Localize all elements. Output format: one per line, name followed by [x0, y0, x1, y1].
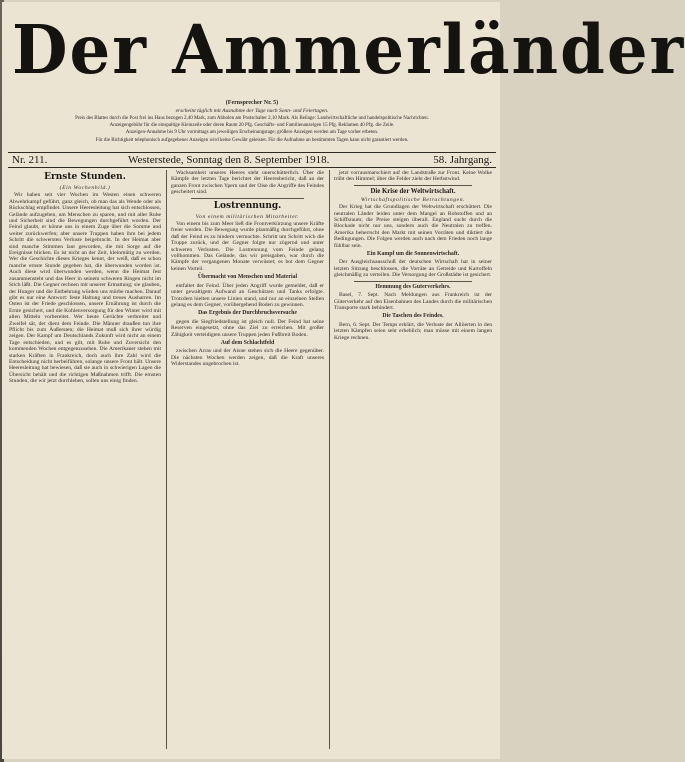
note-line: Für die Richtigkeit telephonisch aufgegebener Anzeigen wird keine Gewähr geleistet. Für die Aufnahme an bestimmten Tagen kann nicht garantiert werden. [95, 137, 409, 143]
note-line: Anzeigengebühr für die einspaltige Kleinzeile oder deren Raum 20 Pfg. Geschäfts- und Familienanzeigen 15 Pfg. Reklamen 40 Pfg. die Zeile. [109, 123, 395, 129]
dateline [8, 152, 496, 168]
article-headline: Die Krise der Weltwirtschaft. [370, 187, 456, 195]
column-3 [334, 170, 492, 751]
section-heading: Die Taschen des Feindes. [382, 313, 444, 320]
article-body: Von einem bis zum Meer ließ die Frontverkürzung unsere Kräfte freier werden. Die Bewegung wurde planmäßig durchgeführt, ohne daß der Feind es zu hindern vermochte. Schritt um Schritt wich die Truppe zurück, und der Gegner folgte nur zögernd und unter schweren Verlusten. Die Lostrennung vom Feinde gelang vollkommen. Das Gelände, das wir preisgaben, war durch die Kämpfe der vergangenen Monate verwüstet; es bot dem Gegner keinen Vorteil. [171, 221, 324, 272]
article-headline: Lostrennung. [213, 200, 282, 211]
article-body: gegen die Siegfriedstellung ist gleich null. Der Feind hat seine Reserven eingesetzt, ohne das Ziel zu erreichen. Mit großer Zähigkeit verteidigten unsere Truppen jeden Fußbreit Boden. [171, 318, 324, 338]
article-body: Bern, 6. Sept. Der Temps erklärt, die Verluste der Alliierten in den letzten Kämpfen seien sehr erheblich; man müsse mit einem langen Kriege rechnen. [334, 321, 492, 341]
subscription-notes [8, 115, 496, 144]
article-body: jetzt vorrausmarschiert auf der Landstraße zur Front. Keine Wolke trübt den Himmel; über die Felder zieht der Herbstwind. [334, 170, 492, 183]
divider [191, 198, 304, 199]
divider [354, 281, 472, 282]
masthead-title: Der Ammerländer [12, 11, 685, 90]
article-body: zwischen Arras und der Aisne stehen sich die Heere gegenüber. Die nächsten Wochen werden zeigen, daß die Kraft unseres Widerstandes ungebrochen ist. [171, 348, 324, 368]
note-line: Anzeigen-Annahme bis 9 Uhr vormittags am jeweiligen Erscheinungstage; größere Anzeigen werden am Tage vorher erbeten. [125, 130, 379, 136]
section-heading: Ein Kampf um die Sonnenwirtschaft. [366, 251, 460, 258]
note-line: Preis des Blattes durch die Post frei ins Haus bezogen 2,40 Mark, zum Abholen am Postschalter 2,10 Mark. Als Beilage: Landwirtschaftliche und handelspolitische Nachrichten. [75, 116, 429, 121]
column-rule [329, 170, 330, 749]
article-headline: Ernste Stunden. [44, 172, 126, 182]
place-date: Westerstede, Sonntag den 8. September 1918. [128, 154, 330, 166]
newspaper-page [2, 2, 685, 759]
article-body: Wachsamkeit unseres Heeres steht unerschütterlich. Über die Kämpfe der letzten Tage berichtet der Heeresbericht, daß an der ganzen Front zwischen Ypern und der Oise die Angriffe des Feindes gescheitert sind. [171, 170, 324, 196]
article-subheadline: Von einem militärischen Mitarbeiter. [195, 213, 300, 220]
article-body: Der Ausgleichsausschuß der deutschen Wirtschaft hat in seiner letzten Sitzung beschlossen, die Vorräte an Getreide und Kartoffeln gleichmäßig zu verteilen. Die Versorgung der Großstädte ist gesichert. [334, 259, 492, 279]
volume: 58. Jahrgang. [433, 154, 492, 166]
article-subheadline: (Ein Wochenbild.) [59, 185, 111, 191]
article-body: Der Krieg hat die Grundlagen der Weltwirtschaft erschüttert. Die neutralen Länder leiden unter dem Mangel an Rohstoffen und an Schiffsraum; die Preise steigen überall. England sucht durch die Blockade nicht nur uns, sondern auch die Neutralen zu treffen. Amerika beherrscht den Markt mit seinen Vorräten und diktiert die Bedingungen. Die Folgen werden auch nach dem Frieden noch lange fühlbar sein. [334, 204, 492, 249]
column-rule [166, 170, 167, 749]
section-heading: Hemmung des Guterverkehrs. [375, 283, 451, 290]
section-heading: Das Ergebnis der Durchbruchsversuche [198, 310, 297, 317]
article-body: Basel, 7. Sept. Nach Meldungen aus Frankreich ist der Güterverkehr auf den Eisenbahnen des Landes durch die militärischen Transporte stark behindert. [334, 292, 492, 311]
article-body: Wir haben seit vier Wochen im Westen einen schweren Abwehrkampf geführt, ganz gleich, ob man das als Wende oder als Rückschlag empfindet. Unsere Heeresleitung hat sich entschlossen, Gelände aufzugeben, um Menschen zu sparen, und mit aller Ruhe und Sicherheit sind die Bewegungen durchgeführt worden. Der Feind glaubt, er könne uns in einem Zuge über die Somme und weiter zurückwerfen; aber unsere Truppen haben ihm bei jedem Schritt die schwersten Verluste beigebracht. In der Heimat aber sind manche Stimmen laut geworden, die mit Sorge auf die Ereignisse blicken. Es ist nicht an der Zeit, kleinmütig zu werden. Wer die Geschichte dieses Krieges kennt, der weiß, daß es schon manche ernste Stunde gegeben hat, die überwunden worden ist. Auch diese wird überwunden werden, wenn die Heimat fest zusammensteht und das Heer in seinem schweren Ringen nicht im Stich läßt. Die Gegner rechnen mit unserer Ermattung; sie glauben, der Hunger und die Entbehrung würden uns mürbe machen. Darauf gibt es nur eine Antwort: feste Haltung und treues Ausharren. Im Osten ist der Friede geschlossen, unsere Ernährung ist durch die Ernte gesichert, und die Kohlenversorgung für den Winter wird mit allen Mitteln vorbereitet. Wer heute Gerüchte verbreitet und Zweifel sät, der dient dem Feinde. Die Männer draußen tun ihre Pflicht bis zum Äußersten; die Heimat muß sich ihrer würdig zeigen. Der Kampf um Deutschlands Zukunft wird nicht an einem Tage entschieden, und es gilt, mit Ruhe und Zuversicht den kommenden Wochen entgegenzusehen. Die Amerikaner stehen mit starken Kräften in Frankreich, doch auch ihre Zahl wird die Entscheidung nicht herbeiführen, solange unsere Front hält. Unsere Heeresleitung hat bewiesen, daß sie auch in schwierigen Lagen die Übersicht behält und die richtigen Maßnahmen trifft. Die ernsten Stunden, die wir jetzt durchleben, sollen uns einig finden. [9, 192, 161, 385]
section-heading: Übermacht von Menschen und Material [197, 274, 298, 281]
issue-number: Nr. 211. [12, 154, 48, 166]
article-subheadline: Wirtschaftspolitische Betrachtungen. [360, 196, 466, 203]
column-2 [171, 170, 324, 751]
phone-line: (Fernsprecher Nr. 5) [225, 100, 279, 106]
section-heading: Auf dem Schlachtfeld [220, 339, 275, 346]
article-body: entfaltet der Feind. Über jeden Angriff wurde gemeldet, daß er unter gewaltigem Aufwand an Geschützen und Tanks erfolgte. Trotzdem hielten unsere Linien stand, und nur an einzelnen Stellen gelang es dem Gegner, vorübergehend Boden zu gewinnen. [171, 282, 324, 308]
column-1 [9, 170, 161, 751]
publication-note: erscheint täglich mit Ausnahme der Tage nach Sonn- und Feiertagen. [175, 108, 329, 114]
divider [354, 185, 472, 186]
